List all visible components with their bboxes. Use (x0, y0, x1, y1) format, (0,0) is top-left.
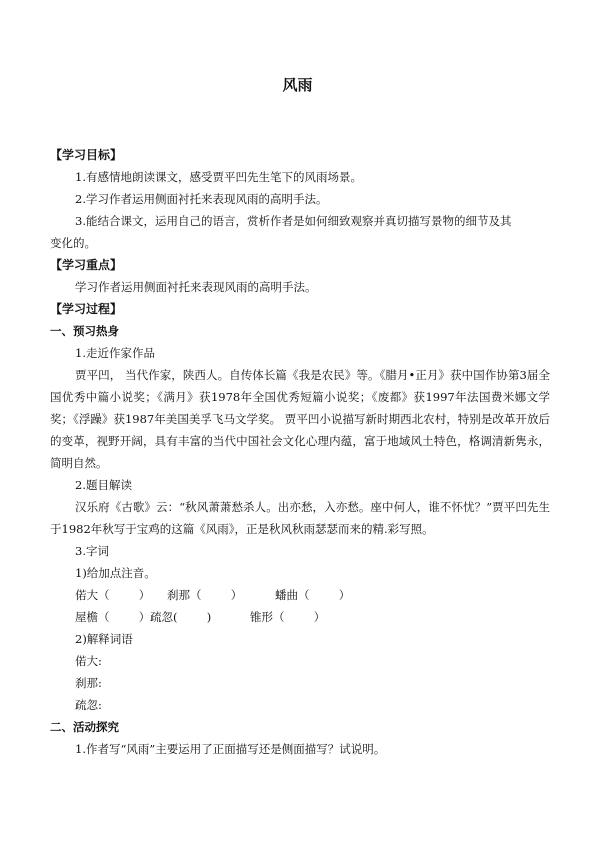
goal-item: 3.能结合课文，运用自己的语言，赏析作者是如何细致观察并真切描写景物的细节及其 (75, 214, 512, 228)
item-vocabulary: 3.字词 (75, 544, 109, 558)
focus-heading: 【学习重点】 (50, 258, 123, 272)
pinyin-row-2 (50, 606, 550, 628)
pinyin-blank[interactable]: 屋檐（ ） (75, 610, 151, 624)
pinyin-instruction: 1)给加点注音。 (75, 566, 156, 580)
document-title: 风雨 (282, 76, 313, 94)
author-bio-paragraph: 贾平凹， 当代作家，陕西人。自传体长篇《我是农民》等。《腊月•正月》获中国作协第3届全国优秀中篇小说奖；《满月》获1978年全国优秀短篇小说奖；《废都》获1997年法国费米娜文学奖；《浮躁》获1987年美国美孚飞马文学奖。 贾平凹小说描写新时期西北农村，特别是改革开放后的变革，视野开阔，具有丰富的当代中国社会文化心理内蕴，富于地域风土特色，格调清新隽永，简明自然。 (50, 368, 550, 470)
word-entry[interactable]: 刹那: (75, 676, 102, 690)
pinyin-blank[interactable]: 刹那（ ） (167, 588, 243, 602)
title-interpretation-paragraph: 汉乐府《古歌》云：“秋风萧萧愁杀人。出亦愁，入亦愁。座中何人，谁不怀忧？”贾平凹先生于1982年秋写于宝鸡的这篇《风雨》，正是秋风秋雨瑟瑟而来的精.彩写照。 (50, 500, 550, 536)
word-explain-instruction: 2)解释词语 (75, 632, 133, 646)
goal-item-continuation: 变化的。 (50, 236, 96, 250)
pinyin-blank[interactable]: 疏忽( ) (150, 610, 212, 624)
process-heading: 【学习过程】 (50, 302, 123, 316)
item-title-interpretation: 2.题目解读 (75, 478, 132, 492)
goal-item: 1.有感情地朗读课文，感受贾平凹先生笔下的风雨场景。 (75, 170, 362, 184)
part1-heading: 一、预习热身 (50, 324, 119, 338)
item-author-intro: 1.走近作家作品 (75, 346, 155, 360)
focus-text: 学习作者运用侧面衬托来表现风雨的高明手法。 (75, 280, 317, 294)
pinyin-row-1 (50, 584, 550, 606)
pinyin-blank[interactable]: 偌大（ ） (75, 588, 151, 602)
word-entry[interactable]: 疏忽: (75, 698, 102, 712)
word-entry[interactable]: 偌大: (75, 654, 102, 668)
activity-question: 1.作者写“风雨”主要运用了正面描写还是侧面描写？试说明。 (75, 742, 386, 756)
pinyin-blank[interactable]: 蟠曲（ ） (275, 588, 351, 602)
part2-heading: 二、活动探究 (50, 720, 119, 734)
pinyin-blank[interactable]: 锥形（ ） (250, 610, 326, 624)
document-body (50, 144, 550, 760)
goal-item: 2.学习作者运用侧面衬托来表现风雨的高明手法。 (75, 192, 328, 206)
goals-heading: 【学习目标】 (50, 148, 123, 162)
